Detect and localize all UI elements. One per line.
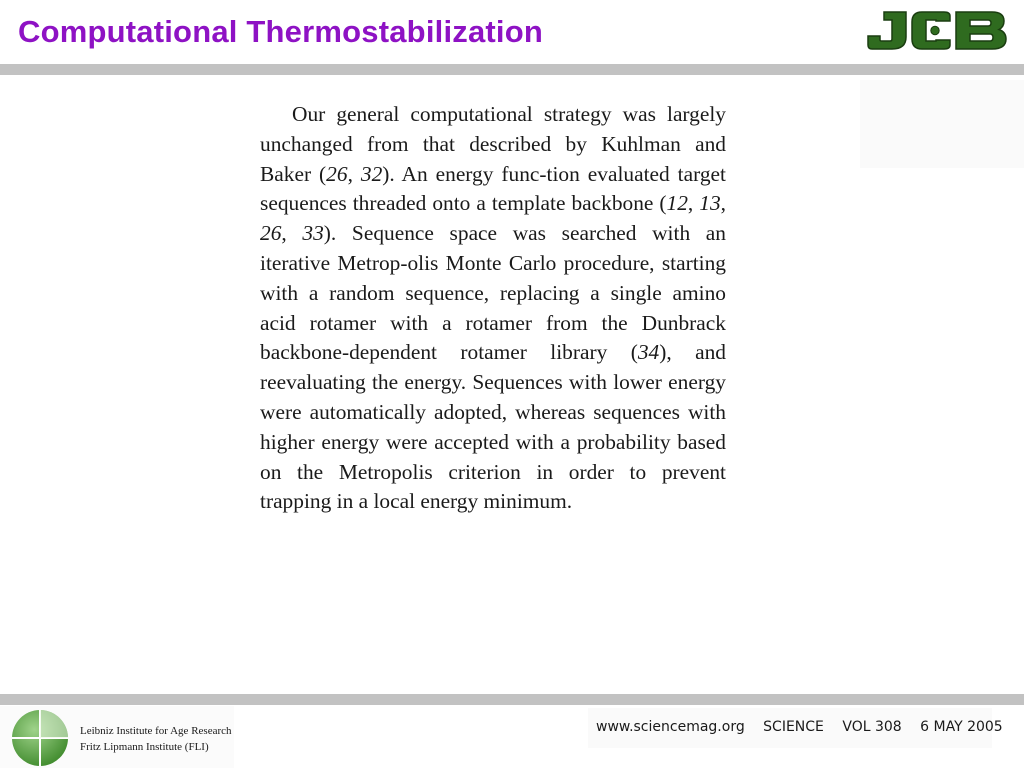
citation-ref: 34: [637, 340, 660, 365]
jcb-logo-icon: [864, 6, 1010, 54]
citation-date: 6 MAY 2005: [920, 719, 1003, 735]
decorative-panel: [860, 80, 1024, 168]
paper-excerpt: Our general computational strategy was largely unchanged from that described by Kuhlman and Baker (26, 32). An energy func-tion evaluated target sequences threaded onto a template backbone (12, 13, 26, 33). Sequence space was searched with an iterative Metrop-olis Monte Carlo procedure, starting with a random sequence, replacing a single amino acid rotamer with a rotamer from the Dunbrack backbone-dependent rotamer library (34), and reevaluating the energy. Sequences with lower energy were automatically adopted, whereas sequences with higher energy were accepted with a probability based on the Metropolis criterion in order to prevent trapping in a local energy minimum.: [260, 102, 726, 514]
fli-logo-icon: [11, 709, 69, 767]
excerpt-text-3: ). Sequence space was searched with an iterative Metrop-olis Monte Carlo procedure, starting with a random sequence, replacing a single amino acid rotamer with a rotamer from the Dunbrack backbone-dependent rotamer library (: [260, 221, 726, 365]
citation-ref: 26: [326, 161, 348, 186]
citation-journal: SCIENCE: [763, 719, 824, 735]
excerpt-text-1: Our general computational strategy was largely unchanged from that described by Kuhlman and Baker (: [260, 102, 726, 186]
excerpt-text-2: ). An energy func-tion evaluated target sequences threaded onto a template backbone (: [260, 161, 726, 216]
header-divider: [0, 64, 1024, 75]
citation-volume: VOL 308: [842, 719, 902, 735]
institute-name: [80, 723, 232, 755]
citation-ref: 26: [260, 221, 282, 246]
citation-ref: 12: [666, 191, 688, 216]
institute-line-1: Leibniz Institute for Age Research: [80, 725, 232, 737]
institute-line-2: Fritz Lipmann Institute (FLI): [80, 741, 209, 753]
citation-ref: 32: [360, 161, 383, 186]
slide-title: Computational Thermostabilization: [18, 14, 544, 49]
footer-divider: [0, 694, 1024, 705]
excerpt-text-4: ), and reevaluating the energy. Sequences with lower energy were automatically adopted, whereas sequences with higher energy were accepted with a probability based on the Metropolis criterion in order to prevent trapping in a local energy minimum.: [260, 340, 726, 514]
citation-ref: 13: [699, 191, 721, 216]
journal-citation: [596, 716, 1003, 738]
citation-ref: 33: [302, 221, 324, 246]
citation-site: www.sciencemag.org: [596, 719, 745, 735]
